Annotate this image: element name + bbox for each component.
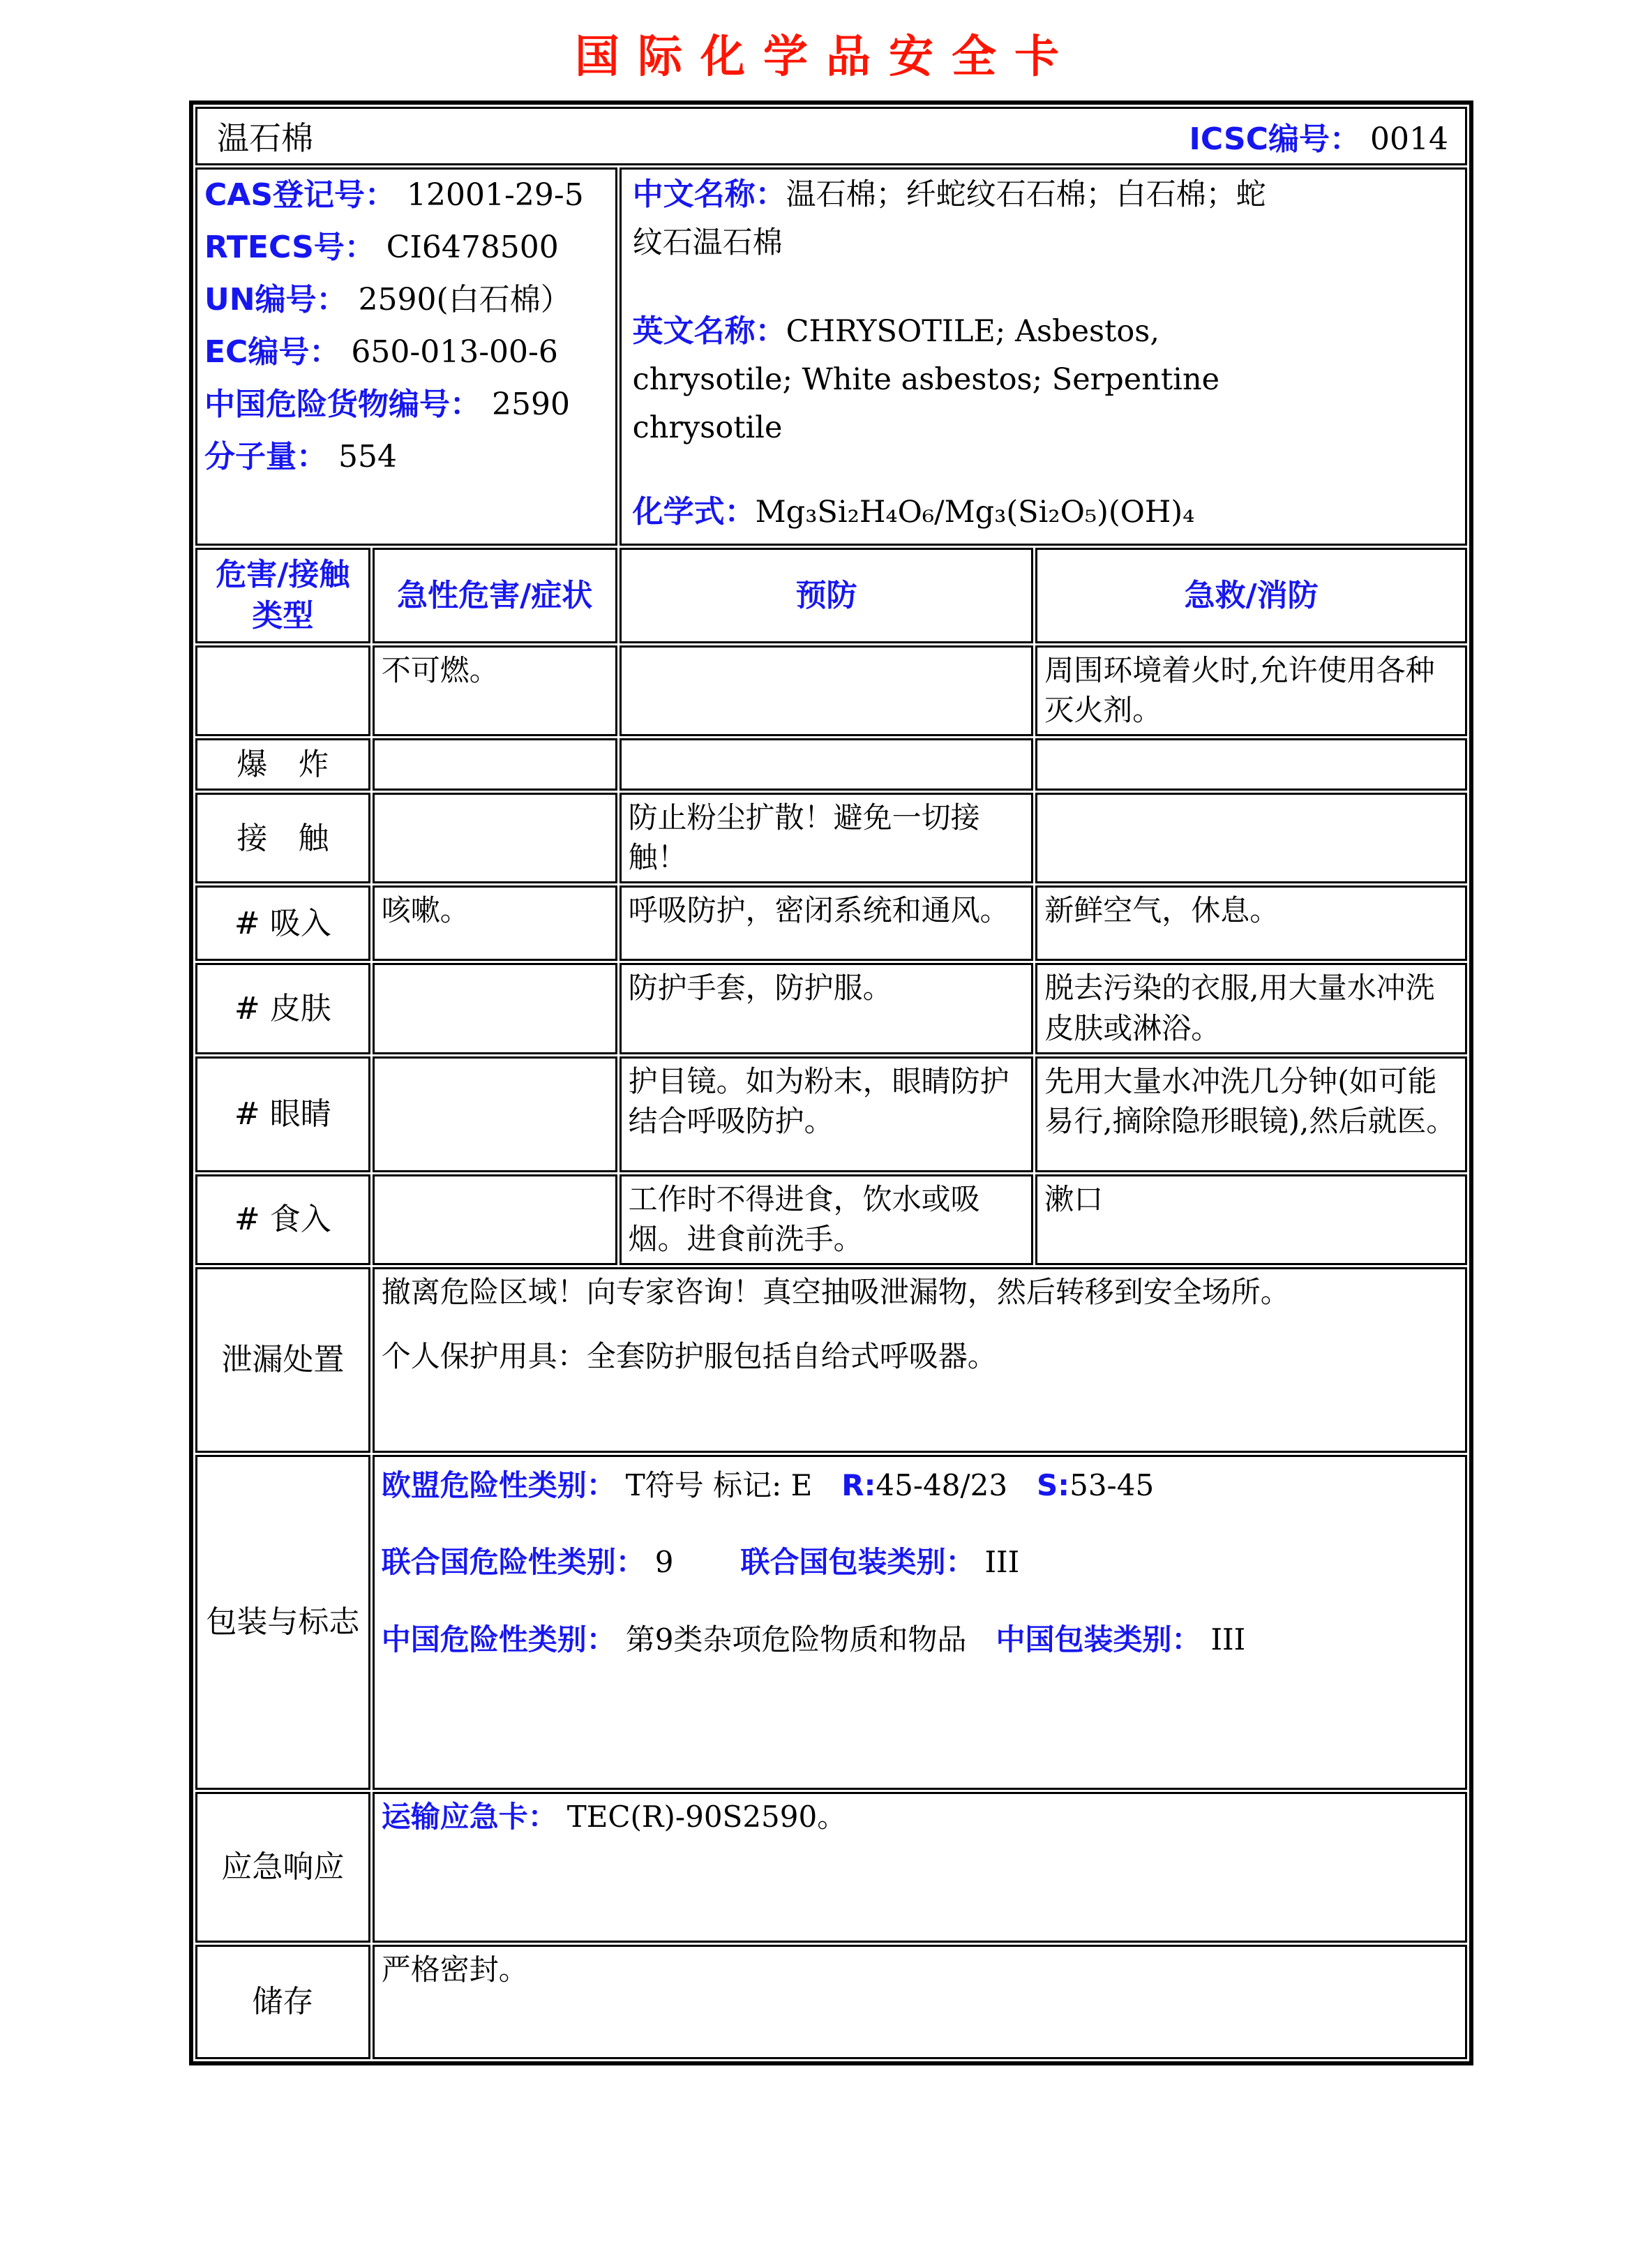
eyes-symptoms bbox=[373, 1056, 617, 1172]
icsc-value: 0014 bbox=[1370, 121, 1448, 157]
mol-weight-label: 分子量： bbox=[204, 439, 327, 474]
s-phrase-value: 53-45 bbox=[1069, 1467, 1155, 1502]
section-label-emergency: 应急响应 bbox=[195, 1792, 370, 1943]
explosion-prevention bbox=[620, 738, 1034, 791]
rtecs-number-line bbox=[204, 226, 608, 276]
icsc-number bbox=[1189, 114, 1448, 158]
ec-value: 650-013-00-6 bbox=[351, 334, 558, 370]
eu-class-label: 欧盟危险性类别： bbox=[381, 1467, 616, 1502]
inhalation-first-aid: 新鲜空气，休息。 bbox=[1035, 885, 1467, 961]
hazard-row-inhalation bbox=[195, 885, 1467, 961]
eu-class-value: T符号 标记: E bbox=[625, 1467, 813, 1502]
skin-first-aid: 脱去污染的衣服,用大量水冲洗皮肤或淋浴。 bbox=[1035, 963, 1467, 1054]
cas-number-line bbox=[204, 174, 608, 223]
china-dg-number-line bbox=[204, 383, 608, 433]
section-row-emergency bbox=[195, 1792, 1467, 1943]
storage-content: 严格密封。 bbox=[373, 1945, 1467, 2059]
fire-symptoms: 不可燃。 bbox=[373, 645, 617, 736]
hazard-row-explosion bbox=[195, 738, 1467, 791]
col-header-prevention: 预防 bbox=[620, 548, 1034, 643]
china-pack-group-label: 中国包装类别： bbox=[996, 1622, 1201, 1657]
r-phrase-value: 45-48/23 bbox=[876, 1467, 1008, 1502]
identifiers-cell bbox=[195, 167, 617, 546]
card-header-row bbox=[195, 107, 1467, 165]
ingestion-first-aid: 漱口 bbox=[1035, 1174, 1467, 1265]
hazard-row-ingestion bbox=[195, 1174, 1467, 1265]
fire-first-aid: 周围环境着火时,允许使用各种灭火剂。 bbox=[1035, 645, 1467, 736]
un-value: 2590(白石棉） bbox=[358, 282, 571, 317]
ec-number-line bbox=[204, 331, 608, 380]
info-row bbox=[195, 167, 1467, 546]
eyes-first-aid: 先用大量水冲洗几分钟(如可能易行,摘除隐形眼镜),然后就医。 bbox=[1035, 1056, 1467, 1172]
un-class-label: 联合国危险性类别： bbox=[381, 1545, 645, 1580]
explosion-symptoms bbox=[373, 738, 617, 791]
hazard-type-skin: # 皮肤 bbox=[195, 963, 370, 1054]
section-row-spill bbox=[195, 1267, 1467, 1453]
names-cell bbox=[620, 167, 1467, 546]
col-header-first-aid: 急救/消防 bbox=[1035, 548, 1467, 643]
emergency-content bbox=[373, 1792, 1467, 1943]
s-phrase-label: S: bbox=[1037, 1467, 1070, 1502]
spill-line-1: 撤离危险区域！向专家咨询！真空抽吸泄漏物，然后转移到安全场所。 bbox=[381, 1274, 1290, 1309]
hazard-header-row bbox=[195, 548, 1467, 643]
section-label-packaging: 包装与标志 bbox=[195, 1455, 370, 1790]
chinese-name-label: 中文名称： bbox=[632, 177, 786, 212]
ec-label: EC编号： bbox=[204, 334, 340, 370]
hazard-row-skin bbox=[195, 963, 1467, 1054]
hazard-type-fire bbox=[195, 645, 370, 736]
english-name-value: CHRYSOTILE; Asbestos, chrysotile; White asbestos; Serpentine chrysotile bbox=[632, 314, 1220, 445]
contact-symptoms bbox=[373, 793, 617, 883]
rtecs-value: CI6478500 bbox=[386, 230, 559, 265]
hazard-row-eyes bbox=[195, 1056, 1467, 1172]
page-title: 国际化学品安全卡 bbox=[575, 31, 1077, 83]
china-hazard-class-line bbox=[382, 1621, 1458, 1659]
packaging-content bbox=[373, 1455, 1467, 1790]
hazard-type-contact: 接 触 bbox=[195, 793, 370, 883]
section-label-storage: 储存 bbox=[195, 1945, 370, 2059]
hazard-row-fire bbox=[195, 645, 1467, 736]
un-number-line bbox=[204, 278, 608, 328]
china-dg-label: 中国危险货物编号： bbox=[204, 387, 481, 422]
ingestion-prevention: 工作时不得进食，饮水或吸烟。进食前洗手。 bbox=[620, 1174, 1034, 1265]
mol-weight-value: 554 bbox=[338, 439, 397, 474]
chinese-name-line bbox=[633, 174, 1289, 270]
china-class-label: 中国危险性类别： bbox=[381, 1622, 616, 1657]
cas-label: CAS登记号： bbox=[204, 177, 396, 213]
col-header-symptoms: 急性危害/症状 bbox=[373, 548, 617, 643]
formula-value: Mg₃Si₂H₄O₆/Mg₃(Si₂O₅)(OH)₄ bbox=[755, 495, 1195, 530]
un-pack-group-value: III bbox=[984, 1545, 1020, 1580]
col-header-hazard-type: 危害/接触类型 bbox=[195, 548, 370, 643]
mol-weight-line bbox=[204, 435, 608, 485]
substance-name: 温石棉 bbox=[217, 119, 313, 157]
chinese-name-value: 温石棉；纤蛇纹石石棉；白石棉；蛇纹石温石棉 bbox=[632, 177, 1266, 260]
hazard-type-explosion: 爆 炸 bbox=[195, 738, 370, 791]
transport-card-value: TEC(R)-90S2590。 bbox=[566, 1799, 847, 1834]
section-row-storage bbox=[195, 1945, 1467, 2059]
inhalation-prevention: 呼吸防护，密闭系统和通风。 bbox=[620, 885, 1034, 961]
spill-content bbox=[373, 1267, 1467, 1453]
section-row-packaging bbox=[195, 1455, 1467, 1790]
un-label: UN编号： bbox=[204, 282, 347, 317]
section-label-spill: 泄漏处置 bbox=[195, 1267, 370, 1453]
hazard-type-ingestion: # 食入 bbox=[195, 1174, 370, 1265]
ingestion-symptoms bbox=[373, 1174, 617, 1265]
spill-line-2: 个人保护用具：全套防护服包括自给式呼吸器。 bbox=[381, 1339, 997, 1374]
china-pack-group-value: III bbox=[1210, 1622, 1246, 1657]
transport-card-label: 运输应急卡： bbox=[381, 1799, 557, 1834]
contact-prevention: 防止粉尘扩散！避免一切接触！ bbox=[620, 793, 1034, 883]
card-header-cell bbox=[195, 107, 1467, 165]
r-phrase-label: R: bbox=[841, 1467, 876, 1502]
eu-hazard-class-line bbox=[382, 1467, 1458, 1505]
contact-first-aid bbox=[1035, 793, 1467, 883]
formula-label: 化学式： bbox=[632, 494, 756, 530]
eyes-prevention: 护目镜。如为粉末，眼睛防护结合呼吸防护。 bbox=[620, 1056, 1034, 1172]
inhalation-symptoms: 咳嗽。 bbox=[373, 885, 617, 961]
skin-symptoms bbox=[373, 963, 617, 1054]
hazard-type-inhalation: # 吸入 bbox=[195, 885, 370, 961]
un-class-value: 9 bbox=[654, 1545, 674, 1580]
hazard-row-contact bbox=[195, 793, 1467, 883]
fire-prevention bbox=[620, 645, 1034, 736]
english-name-line bbox=[633, 311, 1289, 455]
explosion-first-aid bbox=[1035, 738, 1467, 791]
formula-line bbox=[633, 491, 1289, 539]
un-hazard-class-line bbox=[382, 1544, 1458, 1582]
china-dg-value: 2590 bbox=[492, 387, 570, 422]
rtecs-label: RTECS号： bbox=[204, 230, 375, 265]
hazard-type-eyes: # 眼睛 bbox=[195, 1056, 370, 1172]
skin-prevention: 防护手套，防护服。 bbox=[620, 963, 1034, 1054]
un-pack-group-label: 联合国包装类别： bbox=[740, 1545, 975, 1580]
cas-value: 12001-29-5 bbox=[407, 177, 584, 213]
english-name-label: 英文名称： bbox=[632, 313, 786, 349]
icsc-label: ICSC编号： bbox=[1189, 121, 1361, 157]
china-class-value: 第9类杂项危险物质和物品 bbox=[625, 1622, 967, 1657]
icsc-card-table bbox=[189, 100, 1473, 2065]
